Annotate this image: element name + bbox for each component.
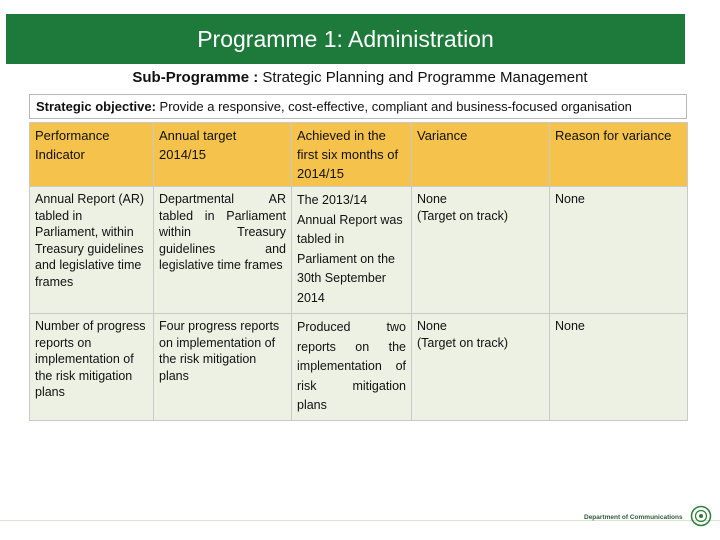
- header-performance-indicator: Performance Indicator: [30, 123, 154, 187]
- performance-table: [29, 122, 688, 421]
- variance-note: (Target on track): [417, 208, 509, 223]
- cell-variance: [412, 187, 550, 314]
- cell-variance: [412, 314, 550, 421]
- strategic-objective-text: Provide a responsive, cost-effective, compliant and business-focused organisation: [155, 99, 632, 114]
- sub-programme-label: Sub-Programme :: [132, 69, 259, 86]
- cell-achieved: Produced two reports on the implementation of risk mitigation plans: [292, 314, 412, 421]
- sub-programme-text: Strategic Planning and Programme Management: [258, 69, 588, 86]
- table-header-row: [30, 123, 688, 187]
- strategic-objective: [29, 94, 687, 119]
- footer-brand: Department of Communications: [584, 514, 683, 521]
- department-logo-icon: [690, 505, 712, 527]
- header-annual-target: Annual target 2014/15: [154, 123, 292, 187]
- slide-title: Programme 1: Administration: [6, 14, 685, 64]
- strategic-objective-label: Strategic objective:: [36, 99, 156, 114]
- cell-annual-target: Four progress reports on implementation of the risk mitigation plans: [154, 314, 292, 421]
- cell-annual-target: Departmental AR tabled in Parliament within Treasury guidelines and legislative time frames: [154, 187, 292, 314]
- header-achieved: Achieved in the first six months of 2014/15: [292, 123, 412, 187]
- table-row: [30, 187, 688, 314]
- cell-indicator: Annual Report (AR) tabled in Parliament, within Treasury guidelines and legislative time frames: [30, 187, 154, 314]
- header-reason-for-variance: Reason for variance: [550, 123, 688, 187]
- table-row: [30, 314, 688, 421]
- header-variance: Variance: [412, 123, 550, 187]
- sub-programme-heading: [0, 69, 720, 86]
- variance-note: (Target on track): [417, 335, 509, 350]
- cell-reason: None: [550, 187, 688, 314]
- variance-value: None: [417, 192, 447, 206]
- cell-achieved: The 2013/14 Annual Report was tabled in Parliament on the 30th September 2014: [292, 187, 412, 314]
- variance-value: None: [417, 319, 447, 333]
- cell-indicator: Number of progress reports on implementation of the risk mitigation plans: [30, 314, 154, 421]
- cell-reason: None: [550, 314, 688, 421]
